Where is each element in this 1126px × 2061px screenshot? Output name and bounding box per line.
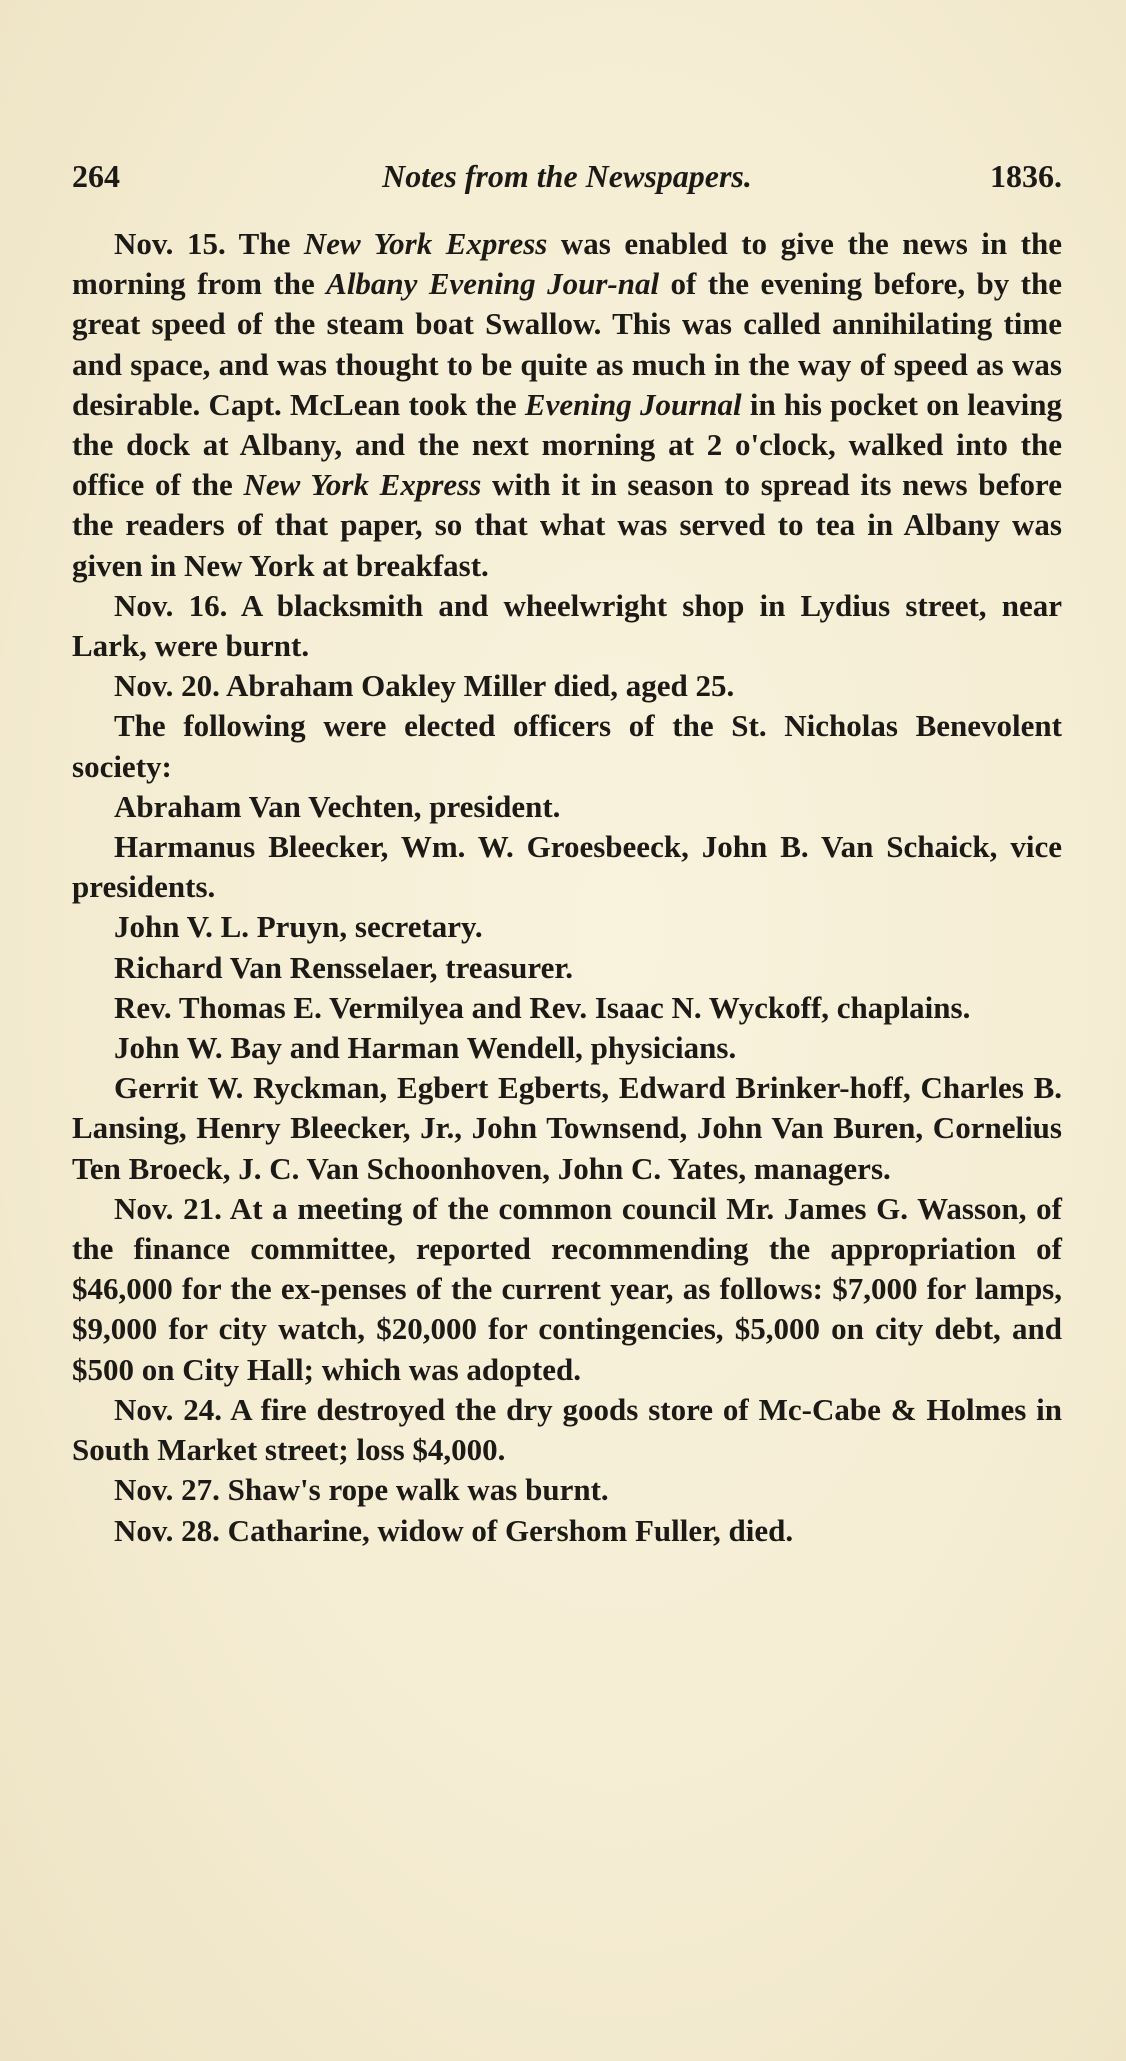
paragraph: Nov. 24. A fire destroyed the dry goods store of Mc-Cabe & Holmes in South Market street; loss $4,000. [72,1391,1062,1468]
italic-title: New York Express [243,467,482,503]
running-title: Notes from the Newspapers. [382,158,752,194]
paragraph: Abraham Van Vechten, president. [114,788,561,824]
paragraph: Rev. Thomas E. Vermilyea and Rev. Isaac N. Wyckoff, chaplains. [114,989,971,1025]
paragraph: Nov. 16. A blacksmith and wheelwright shop in Lydius street, near Lark, were burnt. [72,587,1062,664]
paragraph: Nov. 27. Shaw's rope walk was burnt. [114,1472,609,1508]
paragraph: Harmanus Bleecker, Wm. W. Groesbeeck, John B. Van Schaick, vice presidents. [72,829,1062,905]
paragraph: Nov. 28. Catharine, widow of Gershom Fuller, died. [114,1512,794,1548]
italic-title: Evening Journal [524,386,742,422]
paragraph: Gerrit W. Ryckman, Egbert Egberts, Edward Brinker-hoff, Charles B. Lansing, Henry Bleecker, Jr., John Townsend, John Van Buren, Cornelius Ten Broeck, J. C. Van Schoonhoven, John C. Yates, managers. [72,1070,1062,1186]
italic-title: Albany Evening Jour-nal [326,266,660,302]
paragraph: John V. L. Pruyn, secretary. [114,909,483,945]
page-number: 264 [72,158,120,194]
running-head [72,150,1062,200]
paragraph-nov-15: Nov. 15. The New York Express was enabled to give the news in the morning from the Albany Evening Jour-nal of the evening before, by the great speed of the steam boat Swallow. This was called annihilating time and space, and was thought to be quite as much in the way of speed as was desirable. Capt. McLean took the Evening Journal in his pocket on leaving the dock at Albany, and the next morning at 2 o'clock, walked into the office of the New York Express with it in season to spread its news before the readers of that paper, so that what was served to tea in Albany was given in New York at breakfast. [72,226,1062,583]
paragraph: Nov. 21. At a meeting of the common council Mr. James G. Wasson, of the finance committee, reported recommending the appropriation of $46,000 for the ex-penses of the current year, as follows: $7,000 for lamps, $9,000 for city watch, $20,000 for contingencies, $5,000 on city debt, and $500 on City Hall; which was adopted. [72,1190,1062,1387]
paragraph: Nov. 20. Abraham Oakley Miller died, aged 25. [114,668,735,704]
paragraph: Richard Van Rensselaer, treasurer. [114,949,573,985]
header-year: 1836. [990,158,1062,194]
paragraph: John W. Bay and Harman Wendell, physicians. [114,1030,737,1066]
italic-title: New York Express [303,226,548,261]
body-text [72,224,1062,1551]
paragraph: The following were elected officers of the St. Nicholas Benevolent society: [72,708,1062,784]
